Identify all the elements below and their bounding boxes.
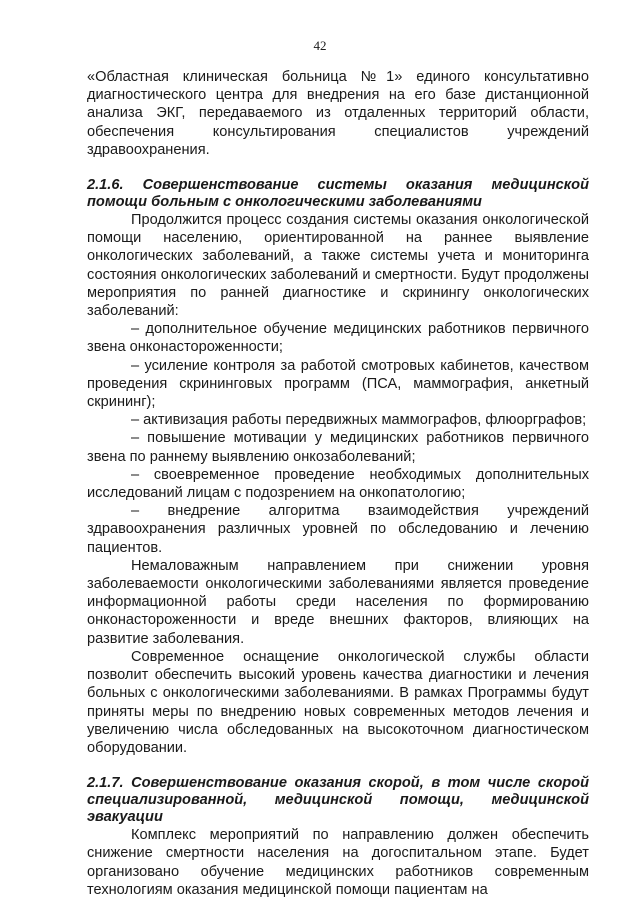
list-item: – усиление контроля за работой смотровых кабинетов, качеством проведения скрининговых программ (ПСА, маммография, анкетный скрининг);	[87, 357, 589, 411]
paragraph: Современное оснащение онкологической службы области позволит обеспечить высокий уровень качества диагностики и лечения больных с онкологическими заболеваниями. В рамках Программы будут приняты меры по внедрению новых современных методов лечения и увеличению числа обследованных на высокоточном диагностическом оборудовании.	[87, 648, 589, 756]
list-item: – активизация работы передвижных маммографов, флюорграфов;	[131, 412, 587, 429]
paragraph: Немаловажным направлением при снижении уровня заболеваемости онкологическими заболеваниями является проведение информационной работы среди населения по формированию онконастороженности и вреде внешних факторов, влияющих на развитие заболевания.	[87, 557, 589, 647]
section-heading-2-1-6: 2.1.6. Совершенствование системы оказания медицинской помощи больным с онкологическими заболеваниями	[87, 177, 589, 211]
list-item: – своевременное проведение необходимых дополнительных исследований лицам с подозрением на онкопатологию;	[87, 466, 589, 502]
section-heading-2-1-7: 2.1.7. Совершенствование оказания скорой, в том числе скорой специализированной, медицинской помощи, медицинской эвакуации	[87, 775, 589, 826]
paragraph: Комплекс мероприятий по направлению должен обеспечить снижение смертности населения на догоспитальном этапе. Будет организовано обучение медицинских работников современным технологиям оказания медицинской помощи пациентам на	[87, 827, 589, 898]
list-item: – повышение мотивации у медицинских работников первичного звена по раннему выявлению онкозаболеваний;	[87, 430, 589, 465]
page-number: 42	[313, 38, 327, 53]
list-item: – дополнительное обучение медицинских работников первичного звена онконастороженности;	[87, 321, 589, 356]
paragraph: Продолжится процесс создания системы оказания онкологической помощи населению, ориентированной на раннее выявление онкологических заболеваний, а также системы учета и мониторинга состояния онкологических заболеваний и смертности. Будут продолжены мероприятия по ранней диагностике и скринингу онкологических заболеваний:	[87, 212, 589, 320]
intro-paragraph: «Областная клиническая больница №1» единого консультативно диагностического центра для внедрения на его базе дистанционной анализа ЭКГ, передаваемого из отдаленных территорий области, обеспечения консультирования специалистов учреждений здравоохранения.	[87, 69, 589, 158]
list-item: – внедрение алгоритма взаимодействия учреждений здравоохранения различных уровней по обследованию и лечению пациентов.	[87, 503, 589, 556]
page-content	[87, 68, 589, 899]
